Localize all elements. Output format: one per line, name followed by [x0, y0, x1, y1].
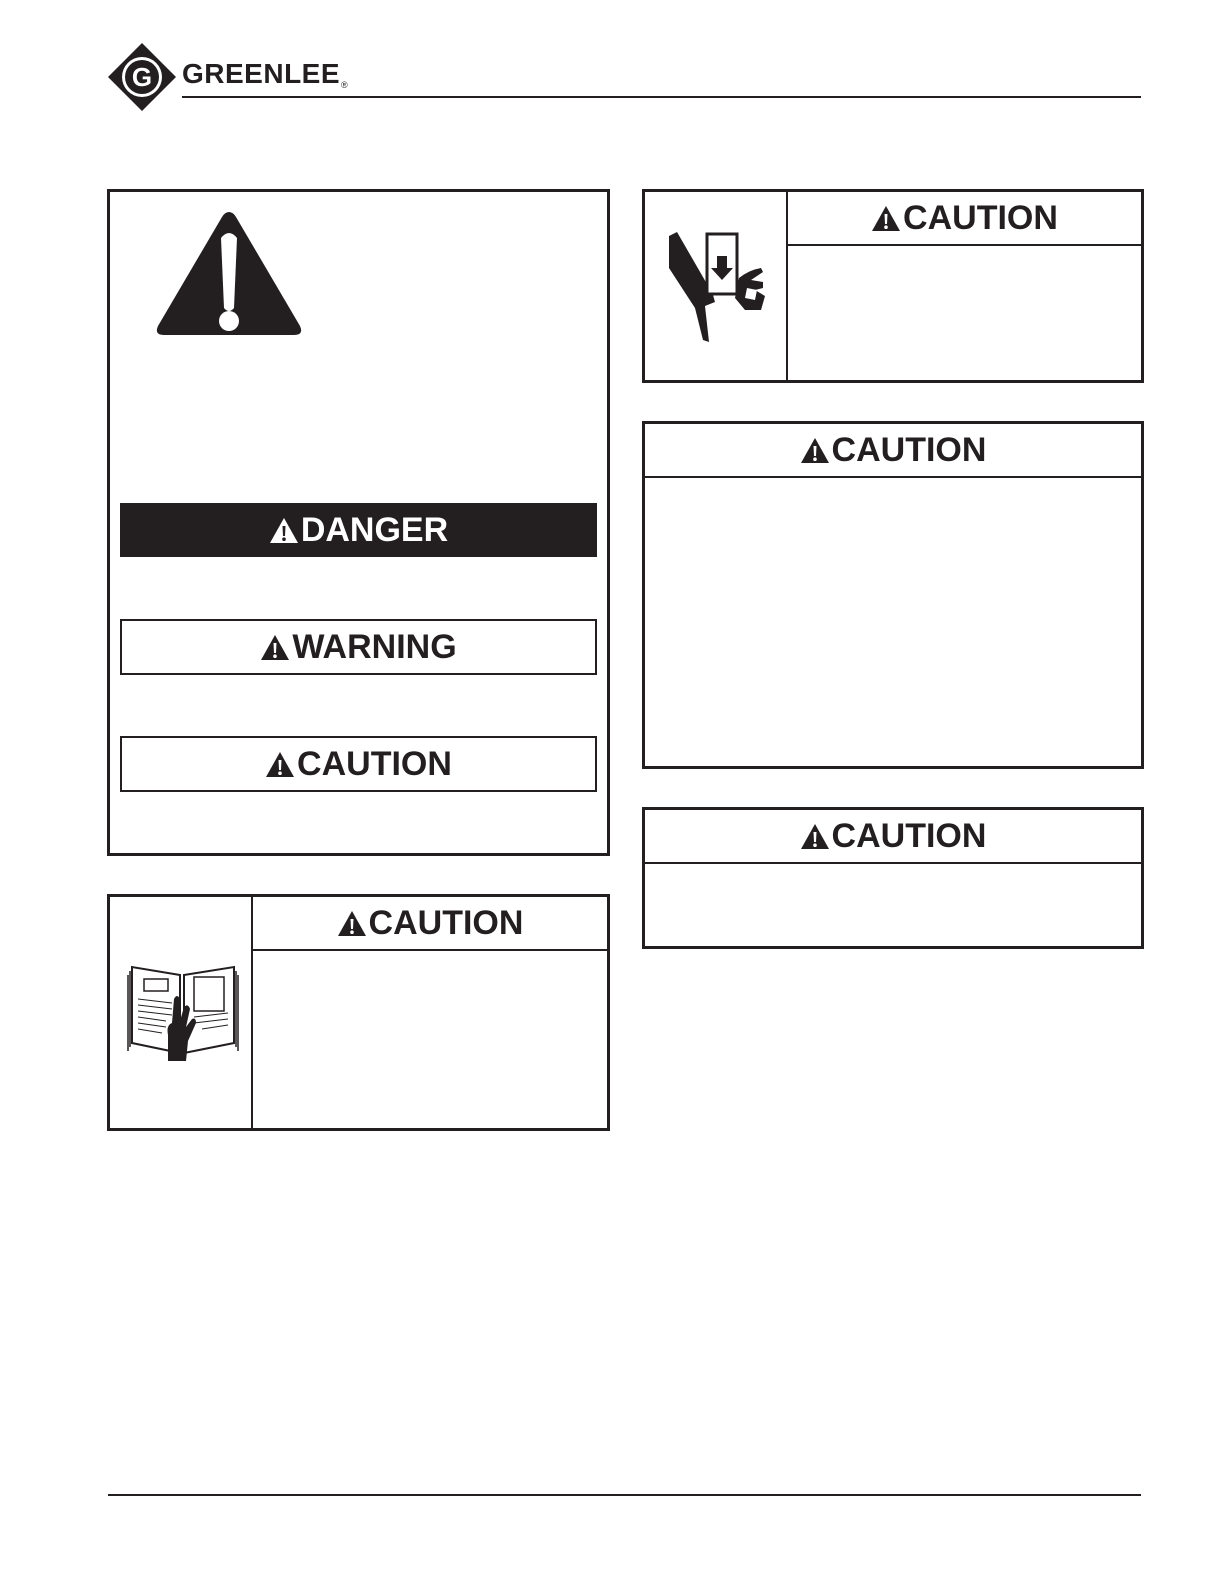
- brand-name: [182, 58, 348, 90]
- safety-alert-icon: [800, 437, 830, 464]
- safety-alert-icon: [269, 517, 299, 544]
- caution-2-header: [645, 424, 1141, 476]
- greenlee-logo-mark: [108, 43, 176, 111]
- pinch-caution-header: [788, 192, 1141, 244]
- hand-pinch-hazard-icon: [665, 228, 769, 346]
- alert-triangle-icon: [154, 208, 304, 340]
- safety-alert-icon: [260, 634, 290, 661]
- caution-3-label: CAUTION: [831, 816, 987, 855]
- pinch-caution-box: [642, 189, 1144, 383]
- caution-box-2: [642, 421, 1144, 769]
- pinch-caution-header-rule: [788, 244, 1141, 246]
- manual-caution-label: CAUTION: [368, 903, 524, 942]
- caution-2-header-rule: [645, 476, 1141, 478]
- safety-alert-icon: [871, 205, 901, 232]
- safety-alert-icon: [265, 751, 295, 778]
- manual-caution-header-rule: [253, 949, 607, 951]
- manual-caution-header: [253, 897, 607, 949]
- manual-caution-box: [107, 894, 610, 1131]
- brand-name-text: GREENLEE: [182, 58, 341, 89]
- footer-rule: [108, 1494, 1141, 1496]
- header-rule: [182, 96, 1141, 98]
- caution-box-3: [642, 807, 1144, 949]
- danger-label: DANGER: [300, 510, 449, 549]
- read-manual-icon: [122, 955, 240, 1073]
- logo-letter: G: [131, 62, 153, 92]
- caution-signal-word: [120, 736, 597, 792]
- caution-label: CAUTION: [297, 744, 452, 783]
- safety-alert-icon: [800, 823, 830, 850]
- caution-3-header-rule: [645, 862, 1141, 864]
- danger-signal-word: [120, 503, 597, 557]
- safety-alert-icon: [337, 910, 367, 937]
- warning-label: WARNING: [292, 627, 457, 666]
- registered-mark: ®: [341, 80, 349, 90]
- warning-signal-word: [120, 619, 597, 675]
- safety-alert-panel: [107, 189, 610, 856]
- caution-2-label: CAUTION: [831, 430, 987, 469]
- caution-3-header: [645, 810, 1141, 862]
- pinch-caution-label: CAUTION: [903, 198, 1058, 237]
